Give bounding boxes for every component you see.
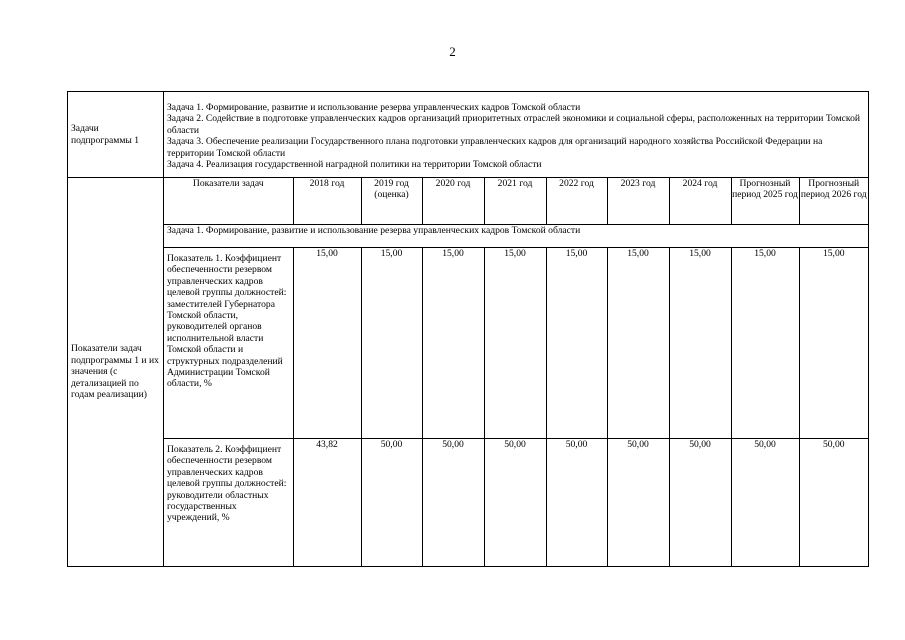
header-2022: 2022 год: [546, 178, 607, 225]
task-title-row: [164, 225, 868, 248]
task-item-1: Задача 1. Формирование, развитие и использование резерва управленческих кадров Томской области: [167, 102, 581, 113]
header-2023: 2023 год: [607, 178, 669, 225]
indicator-1-value-2023: 15,00: [607, 248, 669, 439]
indicator-1-value-2026: 15,00: [799, 248, 868, 439]
indicators-label: Показатели задач подпрограммы 1 и их значения (с детализацией по годам реализации): [68, 178, 164, 567]
indicator-1-name: Показатель 1. Коэффициент обеспеченности резервом управленческих кадров целевой группы должностей: заместителей Губернатора Томской области, руководителей органов исполнительной власти Томской области и структурных подразделений Администрации Томской области, %: [164, 248, 293, 439]
indicators-table: [164, 178, 868, 566]
indicator-2-value-2018: 43,82: [293, 439, 361, 567]
table-row: [164, 248, 868, 439]
indicator-1-value-2022: 15,00: [546, 248, 607, 439]
subprogram-table: [67, 91, 869, 567]
indicator-2-value-2020: 50,00: [422, 439, 484, 567]
table-header-row: [164, 178, 868, 225]
header-2018: 2018 год: [293, 178, 361, 225]
task-item-3: Задача 3. Обеспечение реализации Государственного плана подготовки управленческих кадров для организаций народного хозяйства Российской Федерации на территории Томской области: [167, 136, 823, 159]
table-row: [164, 439, 868, 567]
header-2024: 2024 год: [669, 178, 731, 225]
task-item-4: Задача 4. Реализация государственной наградной политики на территории Томской области: [167, 159, 542, 171]
header-indicators: Показатели задач: [192, 178, 264, 189]
indicator-1-value-2018: 15,00: [293, 248, 361, 439]
tasks-list: [164, 92, 869, 178]
page-number: 2: [449, 44, 456, 59]
indicator-1-value-2021: 15,00: [484, 248, 546, 439]
header-2020: 2020 год: [422, 178, 484, 225]
indicator-2-value-2019: 50,00: [361, 439, 422, 567]
indicator-2-value-2025: 50,00: [731, 439, 799, 567]
indicator-1-value-2019: 15,00: [361, 248, 422, 439]
task-item-2: Задача 2. Содействие в подготовке управленческих кадров организаций приоритетных отраслей экономики и социальной сферы, расположенных на территории Томской области: [167, 113, 861, 136]
header-2025: Прогнозный период 2025 год: [731, 178, 799, 225]
indicator-1-value-2025: 15,00: [731, 248, 799, 439]
tasks-row: [68, 92, 869, 178]
indicator-1-value-2020: 15,00: [422, 248, 484, 439]
task-title: Задача 1. Формирование, развитие и использование резерва управленческих кадров Томской области: [164, 225, 868, 248]
indicator-2-value-2023: 50,00: [607, 439, 669, 567]
indicator-2-value-2026: 50,00: [799, 439, 868, 567]
header-2019: 2019 год (оценка): [361, 178, 422, 225]
header-2021: 2021 год: [484, 178, 546, 225]
indicator-2-name: Показатель 2. Коэффициент обеспеченности резервом управленческих кадров целевой группы должностей: руководители областных государственных учреждений, %: [164, 439, 293, 567]
indicator-2-value-2021: 50,00: [484, 439, 546, 567]
indicators-row: [68, 178, 869, 567]
indicator-1-value-2024: 15,00: [669, 248, 731, 439]
tasks-label: Задачи подпрограммы 1: [68, 92, 164, 178]
header-2026: Прогнозный период 2026 год: [799, 178, 868, 225]
indicator-2-value-2022: 50,00: [546, 439, 607, 567]
indicators-cell: [164, 178, 869, 567]
indicator-2-value-2024: 50,00: [669, 439, 731, 567]
